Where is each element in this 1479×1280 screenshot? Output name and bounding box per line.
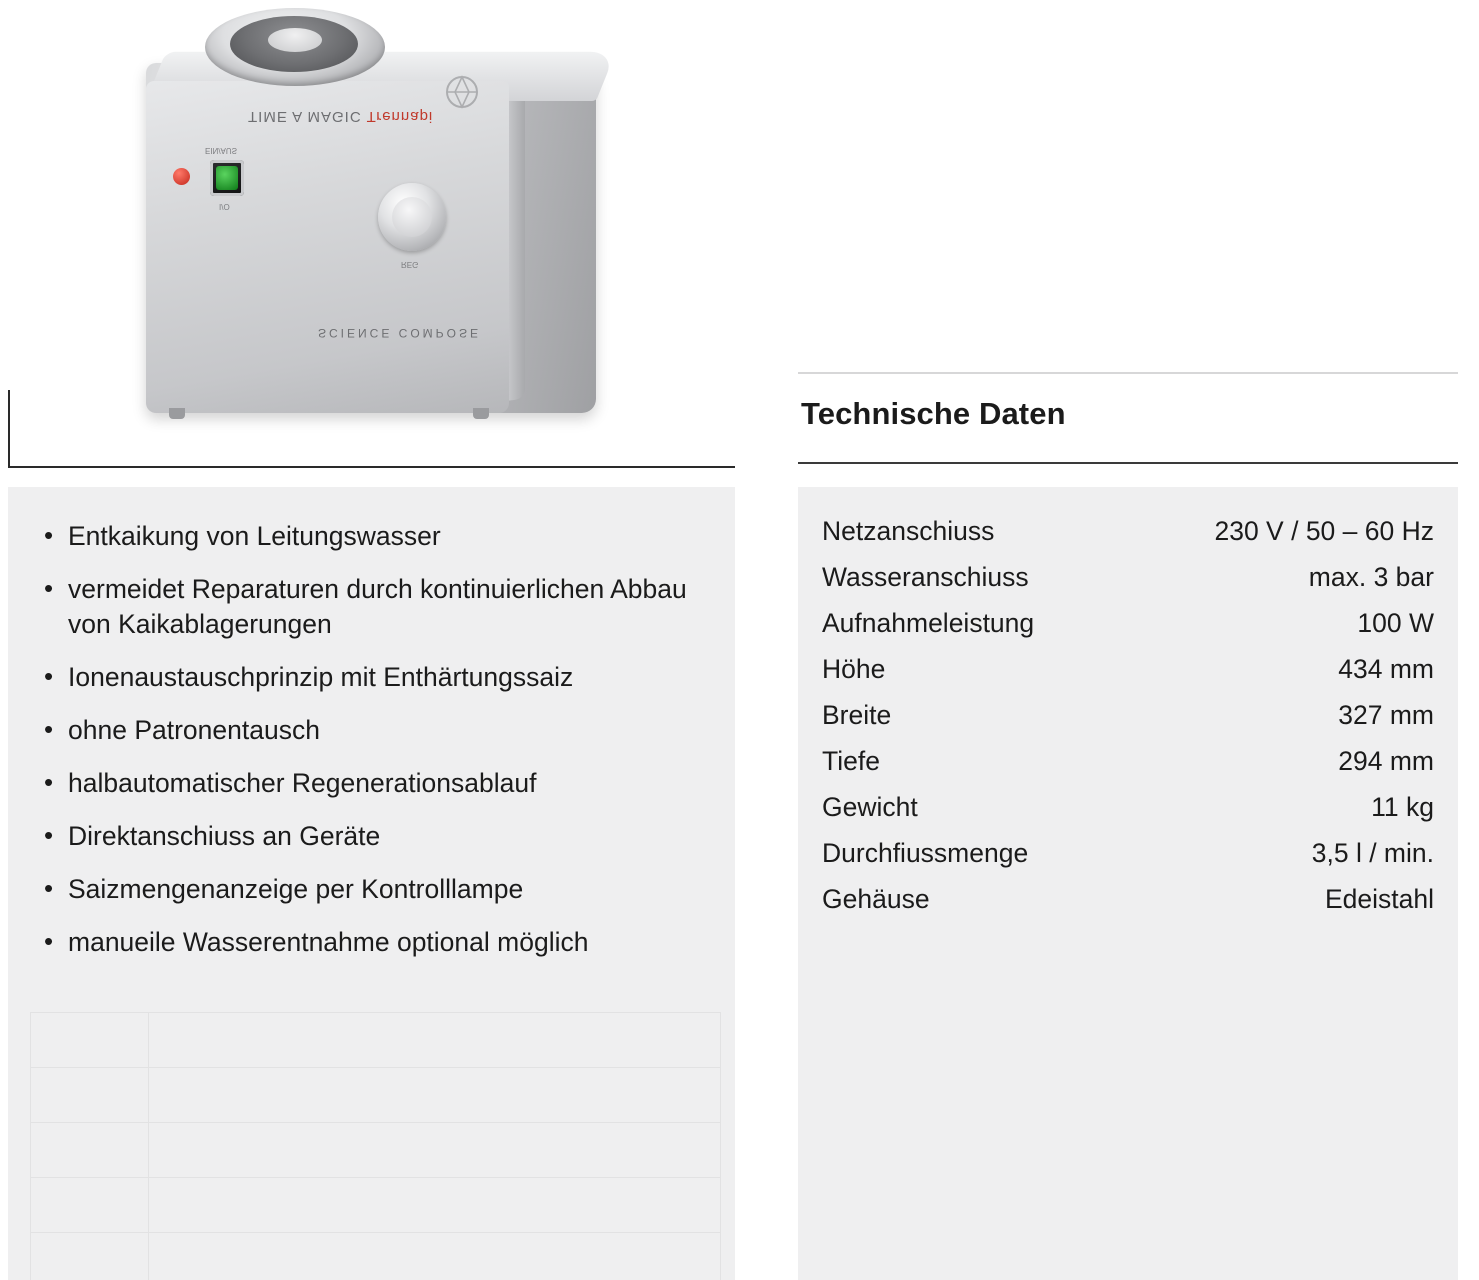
power-switch-sublabel: I/O <box>219 202 230 211</box>
table-row <box>822 693 1434 739</box>
regeneration-dial[interactable] <box>378 183 446 251</box>
page-title: Technische Daten <box>801 396 1066 431</box>
ghost-table-lines <box>8 1012 735 1280</box>
machine-brand-accent: Trennapi <box>366 108 434 125</box>
spec-label: Breite <box>822 700 892 730</box>
list-item: • Entkaikung von Leitungswasser <box>38 519 709 554</box>
power-switch-label: EIN/AUS <box>205 146 238 155</box>
table-row <box>822 647 1434 693</box>
brand-logo-icon <box>438 70 486 114</box>
table-row <box>822 601 1434 647</box>
salt-lid-knob <box>268 28 322 52</box>
spec-label: Höhe <box>822 654 886 684</box>
features-list <box>8 487 735 960</box>
list-item: • Ionenaustauschprinzip mit Enthärtungssaiz <box>38 660 709 695</box>
machine-brand-text <box>248 108 434 125</box>
tech-header-top-rule <box>798 372 1458 374</box>
spec-label: Gewicht <box>822 792 918 822</box>
list-item: • Direktanschiuss an Geräte <box>38 819 709 854</box>
list-item: • ohne Patronentausch <box>38 713 709 748</box>
spec-value: 11 kg <box>1371 792 1434 822</box>
spec-label: Wasseranschiuss <box>822 562 1029 592</box>
spec-value: 230 V / 50 – 60 Hz <box>1214 516 1434 546</box>
spec-label: Durchfiussmenge <box>822 838 1029 868</box>
table-row <box>822 831 1434 877</box>
table-row <box>822 739 1434 785</box>
list-item: • manueile Wasserentnahme optional möglich <box>38 925 709 960</box>
table-row <box>822 509 1434 555</box>
product-image-area <box>8 0 735 470</box>
table-row <box>822 555 1434 601</box>
table-row <box>822 785 1434 831</box>
spec-value: 100 W <box>1357 608 1434 638</box>
machine-bottom-text: SCIENCE COMPOSE <box>318 326 482 340</box>
spec-value: 294 mm <box>1338 746 1434 776</box>
status-lamp-icon <box>173 168 190 185</box>
list-item: • halbautomatischer Regenerationsablauf <box>38 766 709 801</box>
spec-value: max. 3 bar <box>1308 562 1434 592</box>
specifications-table <box>822 509 1434 923</box>
spec-value: 3,5 l / min. <box>1311 838 1434 868</box>
list-item: • Saizmengenanzeige per Kontrolllampe <box>38 872 709 907</box>
image-corner-rule <box>8 390 735 468</box>
spec-label: Gehäuse <box>822 884 930 914</box>
spec-label: Netzanschiuss <box>822 516 995 546</box>
regeneration-dial-label: REG <box>401 260 419 269</box>
features-panel <box>8 487 735 1280</box>
list-item: • vermeidet Reparaturen durch kontinuierlichen Abbau von Kaikablagerungen <box>38 572 709 642</box>
spec-value: Edeistahl <box>1324 884 1434 914</box>
machine-front-panel <box>146 81 509 413</box>
machine-brand-main: TIME A MAGIC <box>248 108 362 125</box>
tech-header-bottom-rule <box>798 462 1458 464</box>
table-row <box>822 877 1434 923</box>
spec-label: Aufnahmeleistung <box>822 608 1035 638</box>
spec-label: Tiefe <box>822 746 880 776</box>
specifications-panel <box>798 487 1458 1280</box>
spec-value: 327 mm <box>1338 700 1434 730</box>
power-switch-indicator[interactable] <box>216 166 238 190</box>
left-column <box>8 0 735 1280</box>
spec-value: 434 mm <box>1338 654 1434 684</box>
right-column <box>798 0 1458 1280</box>
product-photo <box>133 8 603 433</box>
